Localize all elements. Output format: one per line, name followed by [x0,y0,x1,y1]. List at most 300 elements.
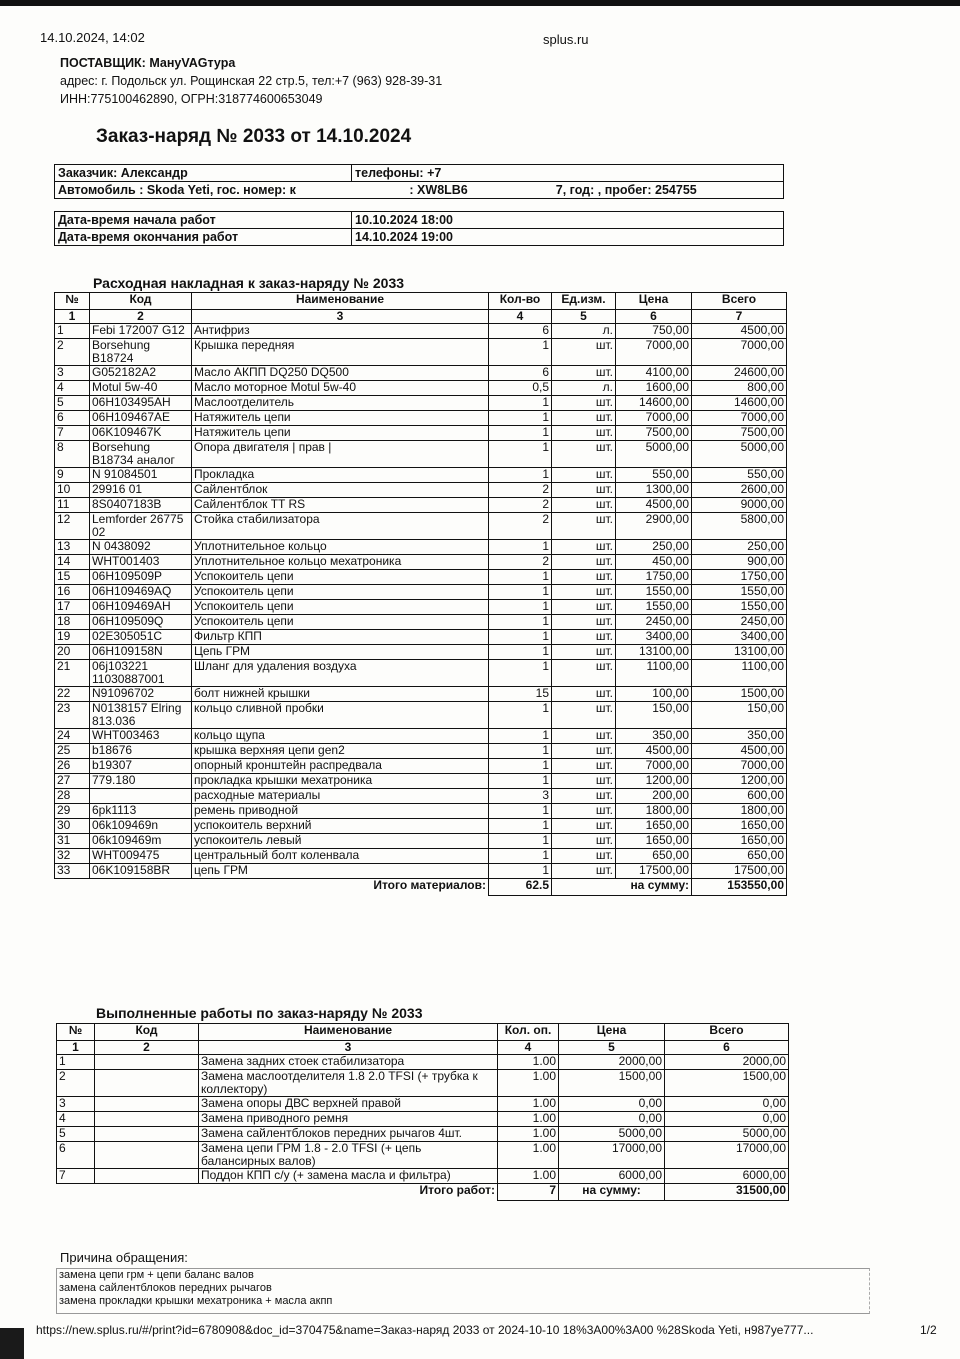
materials-cell: Borsehung B18734 аналог [90,441,192,468]
table-row [57,1070,789,1097]
works-cell: 1.00 [498,1142,559,1169]
materials-col-3: Кол-во [489,293,552,310]
materials-cell: шт. [552,660,616,687]
materials-cell: шт. [552,645,616,660]
materials-cell: 33 [55,864,90,879]
materials-cell: 1 [489,702,552,729]
table-row [55,468,787,483]
materials-cell: 1 [489,864,552,879]
materials-col-1: Код [90,293,192,310]
materials-cell: шт. [552,396,616,411]
materials-cell: 28 [55,789,90,804]
materials-cell: 650,00 [616,849,692,864]
works-table [56,1023,789,1201]
materials-cell: Прокладка [192,468,489,483]
materials-cell: цепь ГРМ [192,864,489,879]
materials-cell: 20 [55,645,90,660]
materials-cell: 6pk1113 [90,804,192,819]
materials-cell: b19307 [90,759,192,774]
materials-cell: 1550,00 [692,600,787,615]
works-cell: 5000,00 [559,1127,665,1142]
materials-cell: 1 [489,426,552,441]
materials-cell: 26 [55,759,90,774]
works-cell: 0,00 [559,1112,665,1127]
materials-cell: шт. [552,483,616,498]
works-index-cell: 2 [95,1041,199,1055]
materials-cell: Антифриз [192,324,489,339]
materials-cell: 3 [489,789,552,804]
materials-cell: 21 [55,660,90,687]
materials-cell: 24 [55,729,90,744]
works-cell: 1.00 [498,1127,559,1142]
table-row [55,570,787,585]
materials-table [54,292,787,896]
supplier-ids: ИНН:775100462890, ОГРН:318774600653049 [60,92,323,106]
materials-cell: 23 [55,702,90,729]
materials-cell: 13100,00 [692,645,787,660]
table-row [55,366,787,381]
works-cell: Замена цепи ГРМ 1.8 - 2.0 TFSI (+ цепь балансирных валов) [199,1142,498,1169]
materials-cell: 1550,00 [616,585,692,600]
materials-cell: Маслоотделитель [192,396,489,411]
materials-title: Расходная накладная к заказ-наряду № 2033 [93,275,405,291]
materials-cell: 1 [489,441,552,468]
works-cell: 1.00 [498,1112,559,1127]
materials-cell: успокоитель верхний [192,819,489,834]
materials-cell: 4500,00 [692,324,787,339]
materials-cell: 1650,00 [616,834,692,849]
materials-cell: Натяжитель цепи [192,426,489,441]
works-total-qty: 7 [498,1184,559,1201]
materials-col-5: Цена [616,293,692,310]
materials-cell: опорный кронштейн распредвала [192,759,489,774]
works-sum-value: 31500,00 [665,1184,789,1201]
materials-cell: 900,00 [692,555,787,570]
works-sum-label: на сумму: [559,1184,665,1201]
materials-sum-value: 153550,00 [692,879,787,896]
materials-cell: 1 [489,615,552,630]
materials-cell: WHT009475 [90,849,192,864]
materials-cell: 1550,00 [616,600,692,615]
materials-cell: 1 [489,834,552,849]
materials-cell: WHT001403 [90,555,192,570]
materials-cell: 1 [489,600,552,615]
works-cell: 3 [57,1097,95,1112]
materials-cell: прокладка крышки мехатроника [192,774,489,789]
works-cell: 1.00 [498,1097,559,1112]
materials-cell: болт нижней крышки [192,687,489,702]
materials-cell: 1 [489,774,552,789]
materials-cell: N0138157 Elring 813.036 [90,702,192,729]
materials-cell: 29 [55,804,90,819]
reason-line: замена цепи грм + цепи баланс валов [59,1269,254,1281]
materials-cell: 1600,00 [616,381,692,396]
materials-cell: 24600,00 [692,366,787,381]
works-cell: 17000,00 [559,1142,665,1169]
materials-cell: 2600,00 [692,483,787,498]
works-total-row [57,1184,789,1201]
materials-cell: 1650,00 [692,819,787,834]
materials-cell: 250,00 [616,540,692,555]
table-row [57,1112,789,1127]
materials-cell: Цепь ГРМ [192,645,489,660]
materials-col-2: Наименование [192,293,489,310]
materials-cell: л. [552,324,616,339]
materials-cell: 5000,00 [692,441,787,468]
materials-cell: 13100,00 [616,645,692,660]
works-cell: 5 [57,1127,95,1142]
car-model: Автомобиль : Skoda Yeti, гос. номер: к [58,183,296,197]
materials-cell: WHT003463 [90,729,192,744]
table-row [55,396,787,411]
materials-total-row [55,879,787,896]
materials-cell: 7000,00 [692,339,787,366]
materials-cell: N 91084501 [90,468,192,483]
materials-cell: 3 [55,366,90,381]
materials-cell: 1 [489,339,552,366]
materials-cell: 06k109469m [90,834,192,849]
materials-index-cell: 4 [489,310,552,324]
materials-cell: 600,00 [692,789,787,804]
materials-cell: шт. [552,864,616,879]
works-cell: 6000,00 [665,1169,789,1184]
table-row [55,744,787,759]
materials-cell: 2 [55,339,90,366]
materials-cell: 1300,00 [616,483,692,498]
works-cell: Замена опоры ДВС верхней правой [199,1097,498,1112]
materials-cell: Motul 5w-40 [90,381,192,396]
customer-car [55,182,784,199]
materials-cell: 1 [489,729,552,744]
materials-cell: 450,00 [616,555,692,570]
table-row [55,540,787,555]
materials-cell: 02E305051C [90,630,192,645]
works-cell: 5000,00 [665,1127,789,1142]
table-row [55,645,787,660]
materials-header-row [55,293,787,310]
materials-cell: Сайлентблок [192,483,489,498]
supplier-name: ПОСТАВЩИК: МануVAGтура [60,56,236,70]
materials-cell: 4500,00 [692,744,787,759]
materials-cell: 16 [55,585,90,600]
materials-cell: Масло моторное Motul 5w-40 [192,381,489,396]
materials-cell: 7500,00 [692,426,787,441]
works-cell: 6 [57,1142,95,1169]
table-row [55,804,787,819]
materials-cell: 06H109469AQ [90,585,192,600]
materials-cell: 150,00 [616,702,692,729]
works-cell [95,1070,199,1097]
materials-cell: 1500,00 [692,687,787,702]
works-index-cell: 4 [498,1041,559,1055]
materials-cell: 7000,00 [692,411,787,426]
materials-cell: 06j103221 11030887001 [90,660,192,687]
materials-cell: 06H109509Q [90,615,192,630]
table-row [57,1097,789,1112]
materials-cell: 1 [489,744,552,759]
materials-cell: расходные материалы [192,789,489,804]
reason-line: замена прокладки крышки мехатроника + масла акпп [59,1295,333,1307]
materials-cell: успокоитель левый [192,834,489,849]
materials-cell: Натяжитель цепи [192,411,489,426]
materials-cell: 2 [489,555,552,570]
materials-cell: шт. [552,759,616,774]
works-cell [95,1097,199,1112]
materials-cell: 650,00 [692,849,787,864]
materials-cell: Опора двигателя | прав | [192,441,489,468]
materials-cell: 250,00 [692,540,787,555]
table-row [55,426,787,441]
materials-cell: 14600,00 [616,396,692,411]
materials-cell: 1 [489,804,552,819]
works-cell: 1.00 [498,1070,559,1097]
materials-cell: шт. [552,804,616,819]
materials-cell: 2 [489,513,552,540]
table-row [55,660,787,687]
supplier-address: адрес: г. Подольск ул. Рощинская 22 стр.5, тел:+7 (963) 928-39-31 [60,74,443,88]
works-cell: 1500,00 [559,1070,665,1097]
materials-cell: 8 [55,441,90,468]
works-cell [95,1055,199,1070]
reason-line: замена сайлентблоков передних рычагов [59,1282,272,1294]
table-row [55,585,787,600]
materials-cell: 4500,00 [616,498,692,513]
materials-cell: 13 [55,540,90,555]
works-index-cell: 5 [559,1041,665,1055]
materials-cell: 06H109469AH [90,600,192,615]
materials-col-6: Всего [692,293,787,310]
reason-box [56,1268,870,1314]
materials-index-cell: 2 [90,310,192,324]
materials-cell: 06K109467K [90,426,192,441]
page-number: 1/2 [920,1323,937,1337]
materials-cell: 1800,00 [616,804,692,819]
materials-cell: 06k109469n [90,819,192,834]
materials-cell: 5800,00 [692,513,787,540]
end-label: Дата-время окончания работ [55,229,352,246]
materials-cell: N91096702 [90,687,192,702]
works-index-row [57,1041,789,1055]
table-row [55,441,787,468]
materials-cell: Febi 172007 G12 [90,324,192,339]
materials-cell: 3400,00 [692,630,787,645]
works-cell: 7 [57,1169,95,1184]
materials-cell: 06H109467AE [90,411,192,426]
table-row [55,774,787,789]
works-cell: 2000,00 [665,1055,789,1070]
materials-cell: шт. [552,630,616,645]
materials-index-cell: 3 [192,310,489,324]
materials-cell: 4500,00 [616,744,692,759]
materials-cell: шт. [552,834,616,849]
table-row [55,513,787,540]
works-col-5: Всего [665,1024,789,1041]
materials-cell: Стойка стабилизатора [192,513,489,540]
table-row [55,339,787,366]
materials-cell: 350,00 [616,729,692,744]
materials-cell: шт. [552,468,616,483]
materials-index-cell: 1 [55,310,90,324]
works-col-1: Код [95,1024,199,1041]
works-index-cell: 6 [665,1041,789,1055]
materials-cell: 9 [55,468,90,483]
materials-cell: 27 [55,774,90,789]
materials-cell: Успокоитель цепи [192,585,489,600]
materials-cell: 1 [489,585,552,600]
materials-index-cell: 5 [552,310,616,324]
materials-cell: шт. [552,744,616,759]
materials-cell: 25 [55,744,90,759]
materials-cell: 1 [489,570,552,585]
materials-cell: шт. [552,615,616,630]
materials-cell: 10 [55,483,90,498]
materials-cell: шт. [552,498,616,513]
materials-cell: 14600,00 [692,396,787,411]
materials-cell: 19 [55,630,90,645]
materials-cell: 1550,00 [692,585,787,600]
materials-cell: 1200,00 [616,774,692,789]
materials-cell: 12 [55,513,90,540]
materials-sum-label: на сумму: [552,879,692,896]
table-row [55,324,787,339]
materials-cell: 1 [489,660,552,687]
materials-cell: Успокоитель цепи [192,570,489,585]
materials-cell: 1 [489,411,552,426]
materials-cell: 1 [489,645,552,660]
materials-body [55,324,787,879]
materials-cell [90,789,192,804]
materials-cell: G052182A2 [90,366,192,381]
works-total-label: Итого работ: [419,1183,495,1197]
materials-cell: 1200,00 [692,774,787,789]
works-cell: 6000,00 [559,1169,665,1184]
end-value: 14.10.2024 19:00 [352,229,784,246]
materials-cell: 5 [55,396,90,411]
materials-cell: шт. [552,729,616,744]
works-cell: Замена сайлентблоков передних рычагов 4шт. [199,1127,498,1142]
materials-cell: Lemforder 26775 02 [90,513,192,540]
materials-cell: Уплотнительное кольцо [192,540,489,555]
materials-cell: 22 [55,687,90,702]
works-header-row [57,1024,789,1041]
materials-cell: 1 [55,324,90,339]
works-cell [95,1127,199,1142]
works-cell: 1.00 [498,1055,559,1070]
table-row [57,1055,789,1070]
materials-cell: 0,5 [489,381,552,396]
materials-cell: 200,00 [616,789,692,804]
works-body [57,1055,789,1184]
materials-index-cell: 6 [616,310,692,324]
table-row [55,411,787,426]
materials-col-0: № [55,293,90,310]
works-cell: 1 [57,1055,95,1070]
works-cell: Замена задних стоек стабилизатора [199,1055,498,1070]
work-time-table [54,211,784,246]
materials-total-qty: 62.5 [489,879,552,896]
works-cell: 0,00 [665,1097,789,1112]
table-row [55,555,787,570]
works-title: Выполненные работы по заказ-наряду № 2033 [96,1005,423,1021]
works-col-0: № [57,1024,95,1041]
materials-cell: 1 [489,759,552,774]
materials-cell: 5000,00 [616,441,692,468]
materials-cell: шт. [552,687,616,702]
table-row [55,615,787,630]
materials-cell: шт. [552,555,616,570]
materials-cell: Крышка передняя [192,339,489,366]
materials-cell: шт. [552,339,616,366]
materials-cell: шт. [552,702,616,729]
materials-cell: 31 [55,834,90,849]
materials-cell: 7000,00 [616,759,692,774]
materials-cell: 06H109158N [90,645,192,660]
materials-cell: 2 [489,483,552,498]
materials-cell: Шланг для удаления воздуха [192,660,489,687]
materials-cell: л. [552,381,616,396]
materials-cell: 7 [55,426,90,441]
document-title: Заказ-наряд № 2033 от 14.10.2024 [96,126,412,147]
materials-cell: 7000,00 [616,339,692,366]
materials-cell: 1800,00 [692,804,787,819]
materials-cell: 15 [55,570,90,585]
materials-cell: шт. [552,540,616,555]
materials-cell: 9000,00 [692,498,787,513]
works-col-2: Наименование [199,1024,498,1041]
table-row [55,498,787,513]
materials-cell: 1 [489,630,552,645]
materials-cell: 1 [489,819,552,834]
materials-cell: 1 [489,540,552,555]
materials-cell: 550,00 [692,468,787,483]
materials-cell: 29916 01 [90,483,192,498]
table-row [55,834,787,849]
materials-cell: N 0438092 [90,540,192,555]
materials-cell: 800,00 [692,381,787,396]
start-label: Дата-время начала работ [55,212,352,229]
materials-cell: b18676 [90,744,192,759]
materials-cell: 1650,00 [692,834,787,849]
materials-cell: 4 [55,381,90,396]
materials-cell: 32 [55,849,90,864]
materials-cell: 1750,00 [692,570,787,585]
table-row [55,759,787,774]
materials-cell: 30 [55,819,90,834]
scan-corner-shadow [0,1328,24,1359]
materials-cell: 1 [489,468,552,483]
works-cell: Поддон КПП с/у (+ замена масла и фильтра) [199,1169,498,1184]
materials-cell: шт. [552,774,616,789]
table-row [55,789,787,804]
materials-cell: 15 [489,687,552,702]
materials-cell: 2 [489,498,552,513]
works-cell: Замена маслоотделителя 1.8 2.0 TFSI (+ трубка к коллектору) [199,1070,498,1097]
materials-cell: шт. [552,819,616,834]
materials-cell: 1 [489,396,552,411]
materials-cell: 7000,00 [616,411,692,426]
materials-cell: 2450,00 [616,615,692,630]
materials-cell: 550,00 [616,468,692,483]
materials-cell: Уплотнительное кольцо мехатроника [192,555,489,570]
materials-cell: шт. [552,426,616,441]
materials-cell: 11 [55,498,90,513]
materials-cell: шт. [552,789,616,804]
car-year-mileage: 7, год: , пробег: 254755 [555,183,697,197]
materials-cell: 17500,00 [616,864,692,879]
materials-index-cell: 7 [692,310,787,324]
materials-cell: 3400,00 [616,630,692,645]
materials-cell: шт. [552,411,616,426]
